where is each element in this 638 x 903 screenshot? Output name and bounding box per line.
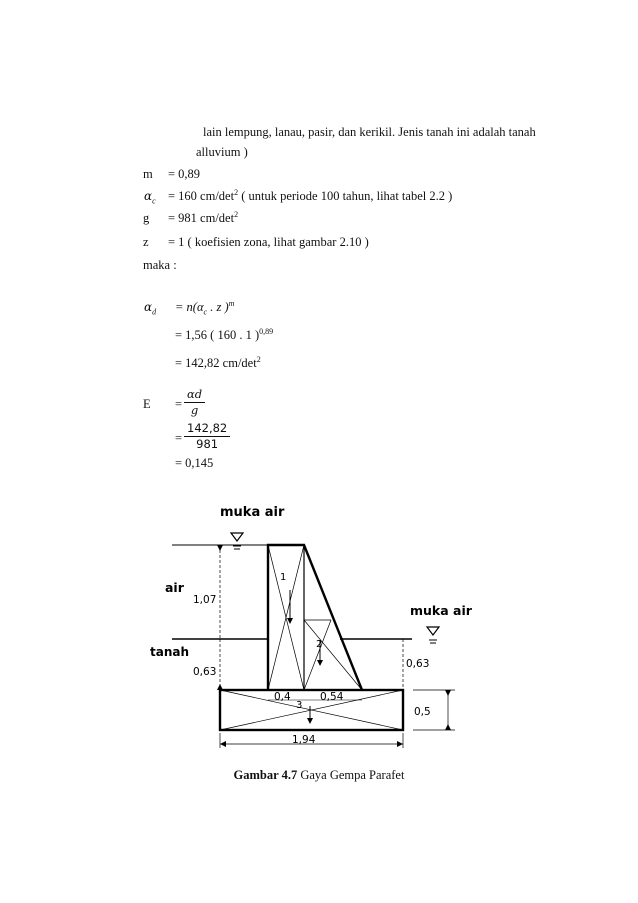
- param-z-value: = 1 ( koefisien zona, lihat gambar 2.10 ): [168, 235, 369, 249]
- dim-063-left: 0,63: [193, 666, 217, 678]
- figure-caption: [0, 768, 638, 783]
- param-z-symbol: z: [143, 235, 149, 249]
- ad-step-1-text: = 1,56 ( 160 . 1 ): [175, 328, 260, 342]
- g-eq: = 981 cm/det: [168, 211, 235, 225]
- ac-note: ( untuk periode 100 tahun, lihat tabel 2.2 ): [238, 189, 453, 203]
- ad-step-2-text: = 142,82 cm/det: [175, 356, 257, 370]
- ad-step-1-sup: 0,89: [259, 326, 274, 336]
- param-g-symbol: g: [143, 211, 150, 225]
- part-number-2: 2: [316, 639, 323, 650]
- ac-sub: c: [152, 196, 156, 206]
- part-number-1: 1: [280, 572, 287, 583]
- caption-text: Gaya Gempa Parafet: [297, 768, 405, 782]
- e-frac1-num: αd: [184, 387, 205, 403]
- dim-054: 0,54: [320, 691, 344, 703]
- e-frac2-num: 142,82: [184, 421, 230, 437]
- ad-alpha: α: [144, 300, 153, 314]
- ad-formula-mid: . z ): [207, 300, 229, 314]
- param-m-value: = 0,89: [168, 167, 201, 181]
- intro-line-1: lain lempung, lanau, pasir, dan kerikil. Jenis tanah ini adalah tanah: [203, 125, 536, 139]
- dim-04: 0,4: [274, 691, 291, 703]
- e-eq-2: =: [175, 431, 183, 445]
- label-tanah: tanah: [150, 645, 190, 659]
- g-sup: 2: [234, 209, 239, 219]
- param-m-symbol: m: [143, 167, 153, 181]
- dim-107: 1,07: [193, 594, 217, 606]
- caption-label: Gambar 4.7: [233, 768, 298, 782]
- maka-label: maka :: [143, 258, 177, 272]
- ad-formula-sup: m: [228, 298, 235, 308]
- ad-formula-pre: = n(α: [175, 300, 204, 314]
- dim-05: 0,5: [414, 706, 431, 718]
- ac-alpha: α: [144, 189, 153, 203]
- ac-sup: 2: [234, 187, 239, 197]
- label-muka-air-right: muka air: [410, 603, 472, 618]
- label-air: air: [165, 580, 184, 595]
- intro-line-2: alluvium ): [196, 145, 248, 159]
- part-number-3: 3: [296, 700, 303, 711]
- ad-step-2-sup: 2: [256, 354, 261, 364]
- ac-eq: = 160 cm/det: [168, 189, 235, 203]
- ad-formula-sub: c: [203, 307, 208, 317]
- e-eq-1: =: [175, 397, 183, 411]
- e-result: = 0,145: [175, 456, 214, 470]
- e-symbol: E: [143, 397, 151, 411]
- e-frac2-den: 981: [196, 437, 219, 451]
- ad-sub: d: [152, 307, 157, 317]
- dim-194: 1,94: [292, 734, 316, 746]
- dim-063-right: 0,63: [406, 658, 430, 670]
- label-muka-air-top: muka air: [220, 505, 285, 520]
- e-frac1-den: g: [190, 403, 199, 417]
